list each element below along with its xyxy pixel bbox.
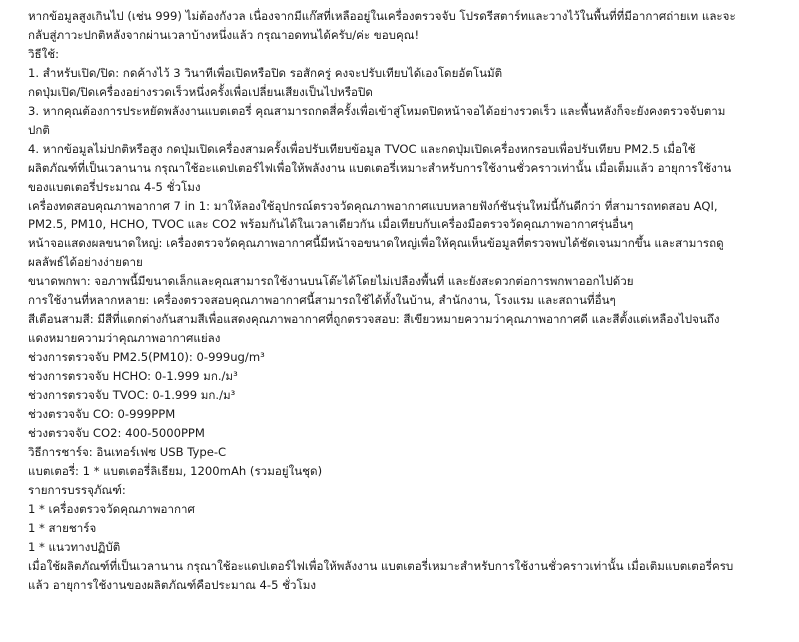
text-line: 1. สำหรับเปิด/ปิด: กดค้างไว้ 3 วินาทีเพื่อเปิดหรือปิด รอสักครู่ คงจะปรับเทียบได้เองโดยอัตโนมัติ [28,65,503,80]
spec-line: วิธีการชาร์จ: อินเทอร์เฟซ USB Type-C [28,444,227,459]
text-line: ปกติ [28,122,50,137]
text-line: กดปุ่มเปิด/ปิดเครื่องอย่างรวดเร็วหนึ่งครั้งเพื่อเปลี่ยนเสียงเป็นไปหรือปิด [28,84,373,99]
text-line: PM2.5, PM10, HCHO, TVOC และ CO2 พร้อมกันได้ในเวลาเดียวกัน เมื่อเทียบกับเครื่องมือตรวจวัดคุณภาพอากาศรุ่นอื่นๆ [28,217,634,232]
text-line: แล้ว อายุการใช้งานของผลิตภัณฑ์คือประมาณ 4-5 ชั่วโมง [28,577,317,592]
package-item: 1 * สายชาร์จ [28,520,97,535]
text-line: การใช้งานที่หลากหลาย: เครื่องตรวจสอบคุณภาพอากาศนี้สามารถใช้ได้ทั้งในบ้าน, สำนักงาน, โรงแรม และสถานที่อื่นๆ [28,293,616,308]
text-line: กลับสู่ภาวะปกติหลังจากผ่านเวลาบ้างหนึ่งแล้ว กรุณาอดทนได้ครับ/ค่ะ ขอบคุณ! [28,27,420,42]
text-line: ผลลัพธ์ได้อย่างง่ายดาย [28,255,143,270]
text-line: 4. หากข้อมูลไม่ปกติหรือสูง กดปุ่มเปิดเครื่องสามครั้งเพื่อปรับเทียบข้อมูล TVOC และกดปุ่มเปิดเครื่องหกรอบเพื่อปรับเทียบ PM2.5 เมื่อใช้ [28,141,696,156]
spec-line: ช่วงตรวจจับ CO2: 400-5000PPM [28,425,205,440]
spec-line: ช่วงการตรวจจับ TVOC: 0-1.999 มก./ม³ [28,388,236,403]
text-line: เครื่องทดสอบคุณภาพอากาศ 7 in 1: มาให้ลองใช้อุปกรณ์ตรวจวัดคุณภาพอากาศแบบหลายฟังก์ชันรุ่นใหม่นี้กันดีกว่า ที่สามารถทดสอบ AQI, [28,198,718,213]
text-line: ผลิตภัณฑ์ที่เป็นเวลานาน กรุณาใช้อะแดปเตอร์ไฟเพื่อให้พลังงาน แบตเตอรี่เหมาะสำหรับการใช้งานชั่วคราวเท่านั้น เมื่อเต็มแล้ว อายุการใช้งาน [28,160,732,175]
spec-line: ช่วงการตรวจจับ HCHO: 0-1.999 มก./ม³ [28,369,238,384]
section-heading-package: รายการบรรจุภัณฑ์: [28,482,126,497]
text-line: หากข้อมูลสูงเกินไป (เช่น 999) ไม่ต้องกังวล เนื่องจากมีแก๊สที่เหลืออยู่ในเครื่องตรวจจับ โปรดรีสตาร์ทและวางไว้ในพื้นที่ที่มีอากาศถ่ายเท และจะ [28,9,736,23]
text-line: แดงหมายความว่าคุณภาพอากาศแย่ลง [28,331,221,346]
package-item: 1 * เครื่องตรวจวัดคุณภาพอากาศ [28,501,195,516]
text-line: 3. หากคุณต้องการประหยัดพลังงานแบตเตอรี่ คุณสามารถกดสี่ครั้งเพื่อเข้าสู่โหมดปิดหน้าจอได้อย่างรวดเร็ว และพื้นหลังก็จะยังคงตรวจจับตาม [28,103,726,118]
section-heading-usage: วิธีใช้: [28,46,60,61]
spec-line: ช่วงตรวจจับ CO: 0-999PPM [28,407,176,422]
spec-line: แบตเตอรี่: 1 * แบตเตอรี่ลิเธียม, 1200mAh (รวมอยู่ในชุด) [28,463,323,478]
text-line: เมื่อใช้ผลิตภัณฑ์ที่เป็นเวลานาน กรุณาใช้อะแดปเตอร์ไฟเพื่อให้พลังงาน แบตเตอรี่เหมาะสำหรับการใช้งานชั่วคราวเท่านั้น เมื่อเติมแบตเตอรี่ครบ [28,558,734,573]
package-item: 1 * แนวทางปฏิบัติ [28,539,121,554]
text-line: สีเตือนสามสี: มีสีที่แตกต่างกันสามสีเพื่อแสดงคุณภาพอากาศที่ถูกตรวจสอบ: สีเขียวหมายความว่าคุณภาพอากาศดี และสีตั้งแต่เหลืองไปจนถึง [28,312,720,327]
text-line: ของแบตเตอรี่ประมาณ 4-5 ชั่วโมง [28,179,201,194]
text-line: หน้าจอแสดงผลขนาดใหญ่: เครื่องตรวจวัดคุณภาพอากาศนี้มีหน้าจอขนาดใหญ่เพื่อให้คุณเห็นข้อมูลที่ตรวจพบได้ชัดเจนมากขึ้น และสามารถดู [28,236,724,251]
text-line: ขนาดพกพา: จอภาพนี้มีขนาดเล็กและคุณสามารถใช้งานบนโต๊ะได้โดยไม่เปลืองพื้นที่ และยังสะดวกต่อการพกพาออกไปด้วย [28,274,634,289]
spec-line: ช่วงการตรวจจับ PM2.5(PM10): 0-999ug/m³ [28,350,265,365]
